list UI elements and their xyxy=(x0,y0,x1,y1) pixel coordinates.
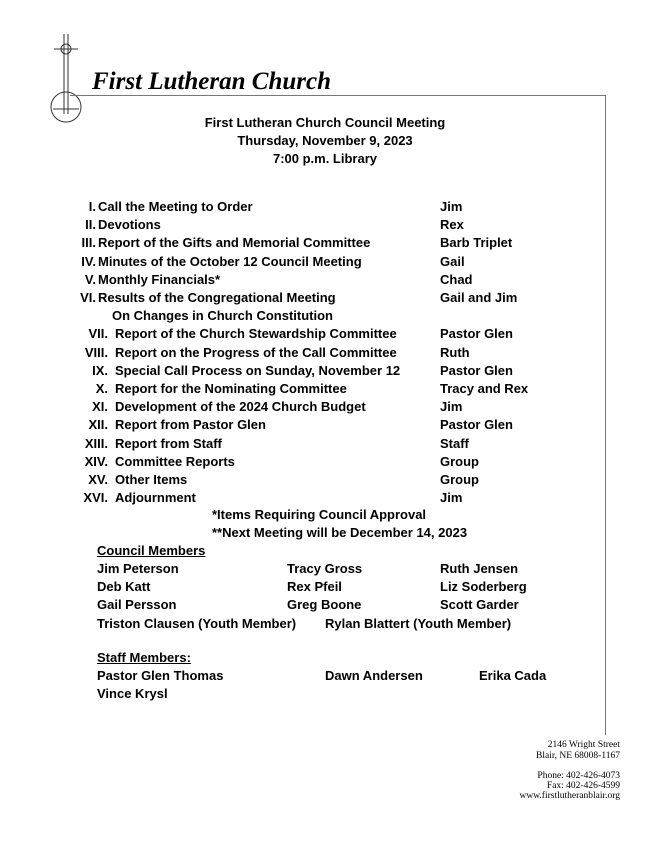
agenda-item: Other Items xyxy=(115,472,188,487)
agenda-presenter: Jim xyxy=(440,399,463,415)
agenda-number: XIV. xyxy=(84,453,108,469)
agenda-presenter: Rex xyxy=(440,217,464,233)
council-member: Rylan Blattert (Youth Member) xyxy=(325,616,512,631)
agenda-presenter: Jim xyxy=(440,490,463,506)
meeting-time-place: 7:00 p.m. Library xyxy=(272,151,378,166)
church-name: First Lutheran Church xyxy=(92,68,331,95)
agenda-item: Minutes of the October 12 Council Meeting xyxy=(98,253,362,269)
agenda-item: Devotions xyxy=(98,217,161,233)
council-member: Triston Clausen (Youth Member) xyxy=(97,616,297,631)
council-member: Ruth Jensen xyxy=(440,561,519,576)
agenda-item: Special Call Process on Sunday, November 12 xyxy=(115,362,401,378)
council-member: Scott Garder xyxy=(440,597,519,613)
agenda-item: Report of the Gifts and Memorial Committee xyxy=(98,235,371,251)
agenda-item: Report for the Nominating Committee xyxy=(115,381,347,396)
divider xyxy=(605,95,606,735)
council-member: Deb Katt xyxy=(97,579,151,595)
agenda-number: XI. xyxy=(92,399,108,415)
agenda-number: X. xyxy=(95,381,108,396)
agenda-number: XV. xyxy=(88,472,108,487)
agenda-presenter: Barb Triplet xyxy=(440,235,513,251)
agenda-presenter: Gail xyxy=(440,253,465,269)
agenda-number: III. xyxy=(81,235,96,251)
meeting-title: First Lutheran Church Council Meeting xyxy=(204,115,446,130)
staff-member: Vince Krysl xyxy=(97,686,168,701)
agenda-number: XII. xyxy=(88,417,108,433)
agenda-number: XVI. xyxy=(83,490,108,506)
agenda-presenter: Pastor Glen xyxy=(440,362,513,378)
agenda-item: Report on the Progress of the Call Committee xyxy=(115,344,397,360)
approval-note: *Items Requiring Council Approval xyxy=(212,507,427,522)
agenda-presenter: Gail and Jim xyxy=(440,290,518,305)
agenda-number: VIII. xyxy=(84,344,108,360)
council-member: Greg Boone xyxy=(287,597,362,613)
agenda-number: XIII. xyxy=(84,435,108,451)
agenda-item: On Changes in Church Constitution xyxy=(112,308,333,324)
website[interactable]: www.firstlutheranblair.org xyxy=(519,791,620,801)
agenda-item: Report from Pastor Glen xyxy=(115,417,266,433)
staff-heading: Staff Members: xyxy=(97,650,191,665)
agenda-number: IX. xyxy=(92,362,108,378)
agenda-presenter: Tracy and Rex xyxy=(440,381,529,396)
agenda-item: Call the Meeting to Order xyxy=(98,199,253,214)
agenda-item: Report of the Church Stewardship Committee xyxy=(115,326,397,342)
agenda-presenter: Chad xyxy=(440,271,473,287)
agenda-item: Committee Reports xyxy=(115,453,235,469)
divider xyxy=(70,95,606,96)
council-heading: Council Members xyxy=(97,543,206,558)
council-member: Liz Soderberg xyxy=(440,579,527,595)
agenda-presenter: Staff xyxy=(440,435,469,451)
agenda-number: IV. xyxy=(81,253,96,269)
fax: Fax: 402-426-4599 xyxy=(546,781,620,791)
agenda-item: Monthly Financials* xyxy=(98,271,221,287)
agenda-item: Development of the 2024 Church Budget xyxy=(115,399,366,415)
agenda-presenter: Pastor Glen xyxy=(440,417,513,433)
agenda-number: I. xyxy=(88,199,96,214)
phone: Phone: 402-426-4073 xyxy=(537,771,620,781)
address-street: 2146 Wright Street xyxy=(547,740,620,750)
staff-member: Dawn Andersen xyxy=(325,668,423,683)
council-member: Tracy Gross xyxy=(287,561,363,576)
agenda-number: VI. xyxy=(80,290,96,305)
agenda-presenter: Ruth xyxy=(440,344,470,360)
agenda-presenter: Group xyxy=(440,453,479,469)
address-city: Blair, NE 68008-1167 xyxy=(536,751,620,761)
next-meeting-note: **Next Meeting will be December 14, 2023 xyxy=(212,525,468,540)
agenda-item: Results of the Congregational Meeting xyxy=(98,290,336,305)
agenda-item: Adjournment xyxy=(115,490,196,506)
council-member: Rex Pfeil xyxy=(287,579,342,595)
agenda-presenter: Group xyxy=(440,472,479,487)
council-member: Jim Peterson xyxy=(97,561,179,576)
staff-member: Erika Cada xyxy=(479,668,547,683)
agenda-presenter: Jim xyxy=(440,199,463,214)
agenda-number: V. xyxy=(84,271,96,287)
agenda-number: VII. xyxy=(88,326,108,342)
staff-member: Pastor Glen Thomas xyxy=(97,668,224,683)
agenda-item: Report from Staff xyxy=(115,435,222,451)
agenda-presenter: Pastor Glen xyxy=(440,326,513,342)
council-member: Gail Persson xyxy=(97,597,177,613)
agenda-number: II. xyxy=(85,217,96,233)
meeting-date: Thursday, November 9, 2023 xyxy=(237,133,413,148)
